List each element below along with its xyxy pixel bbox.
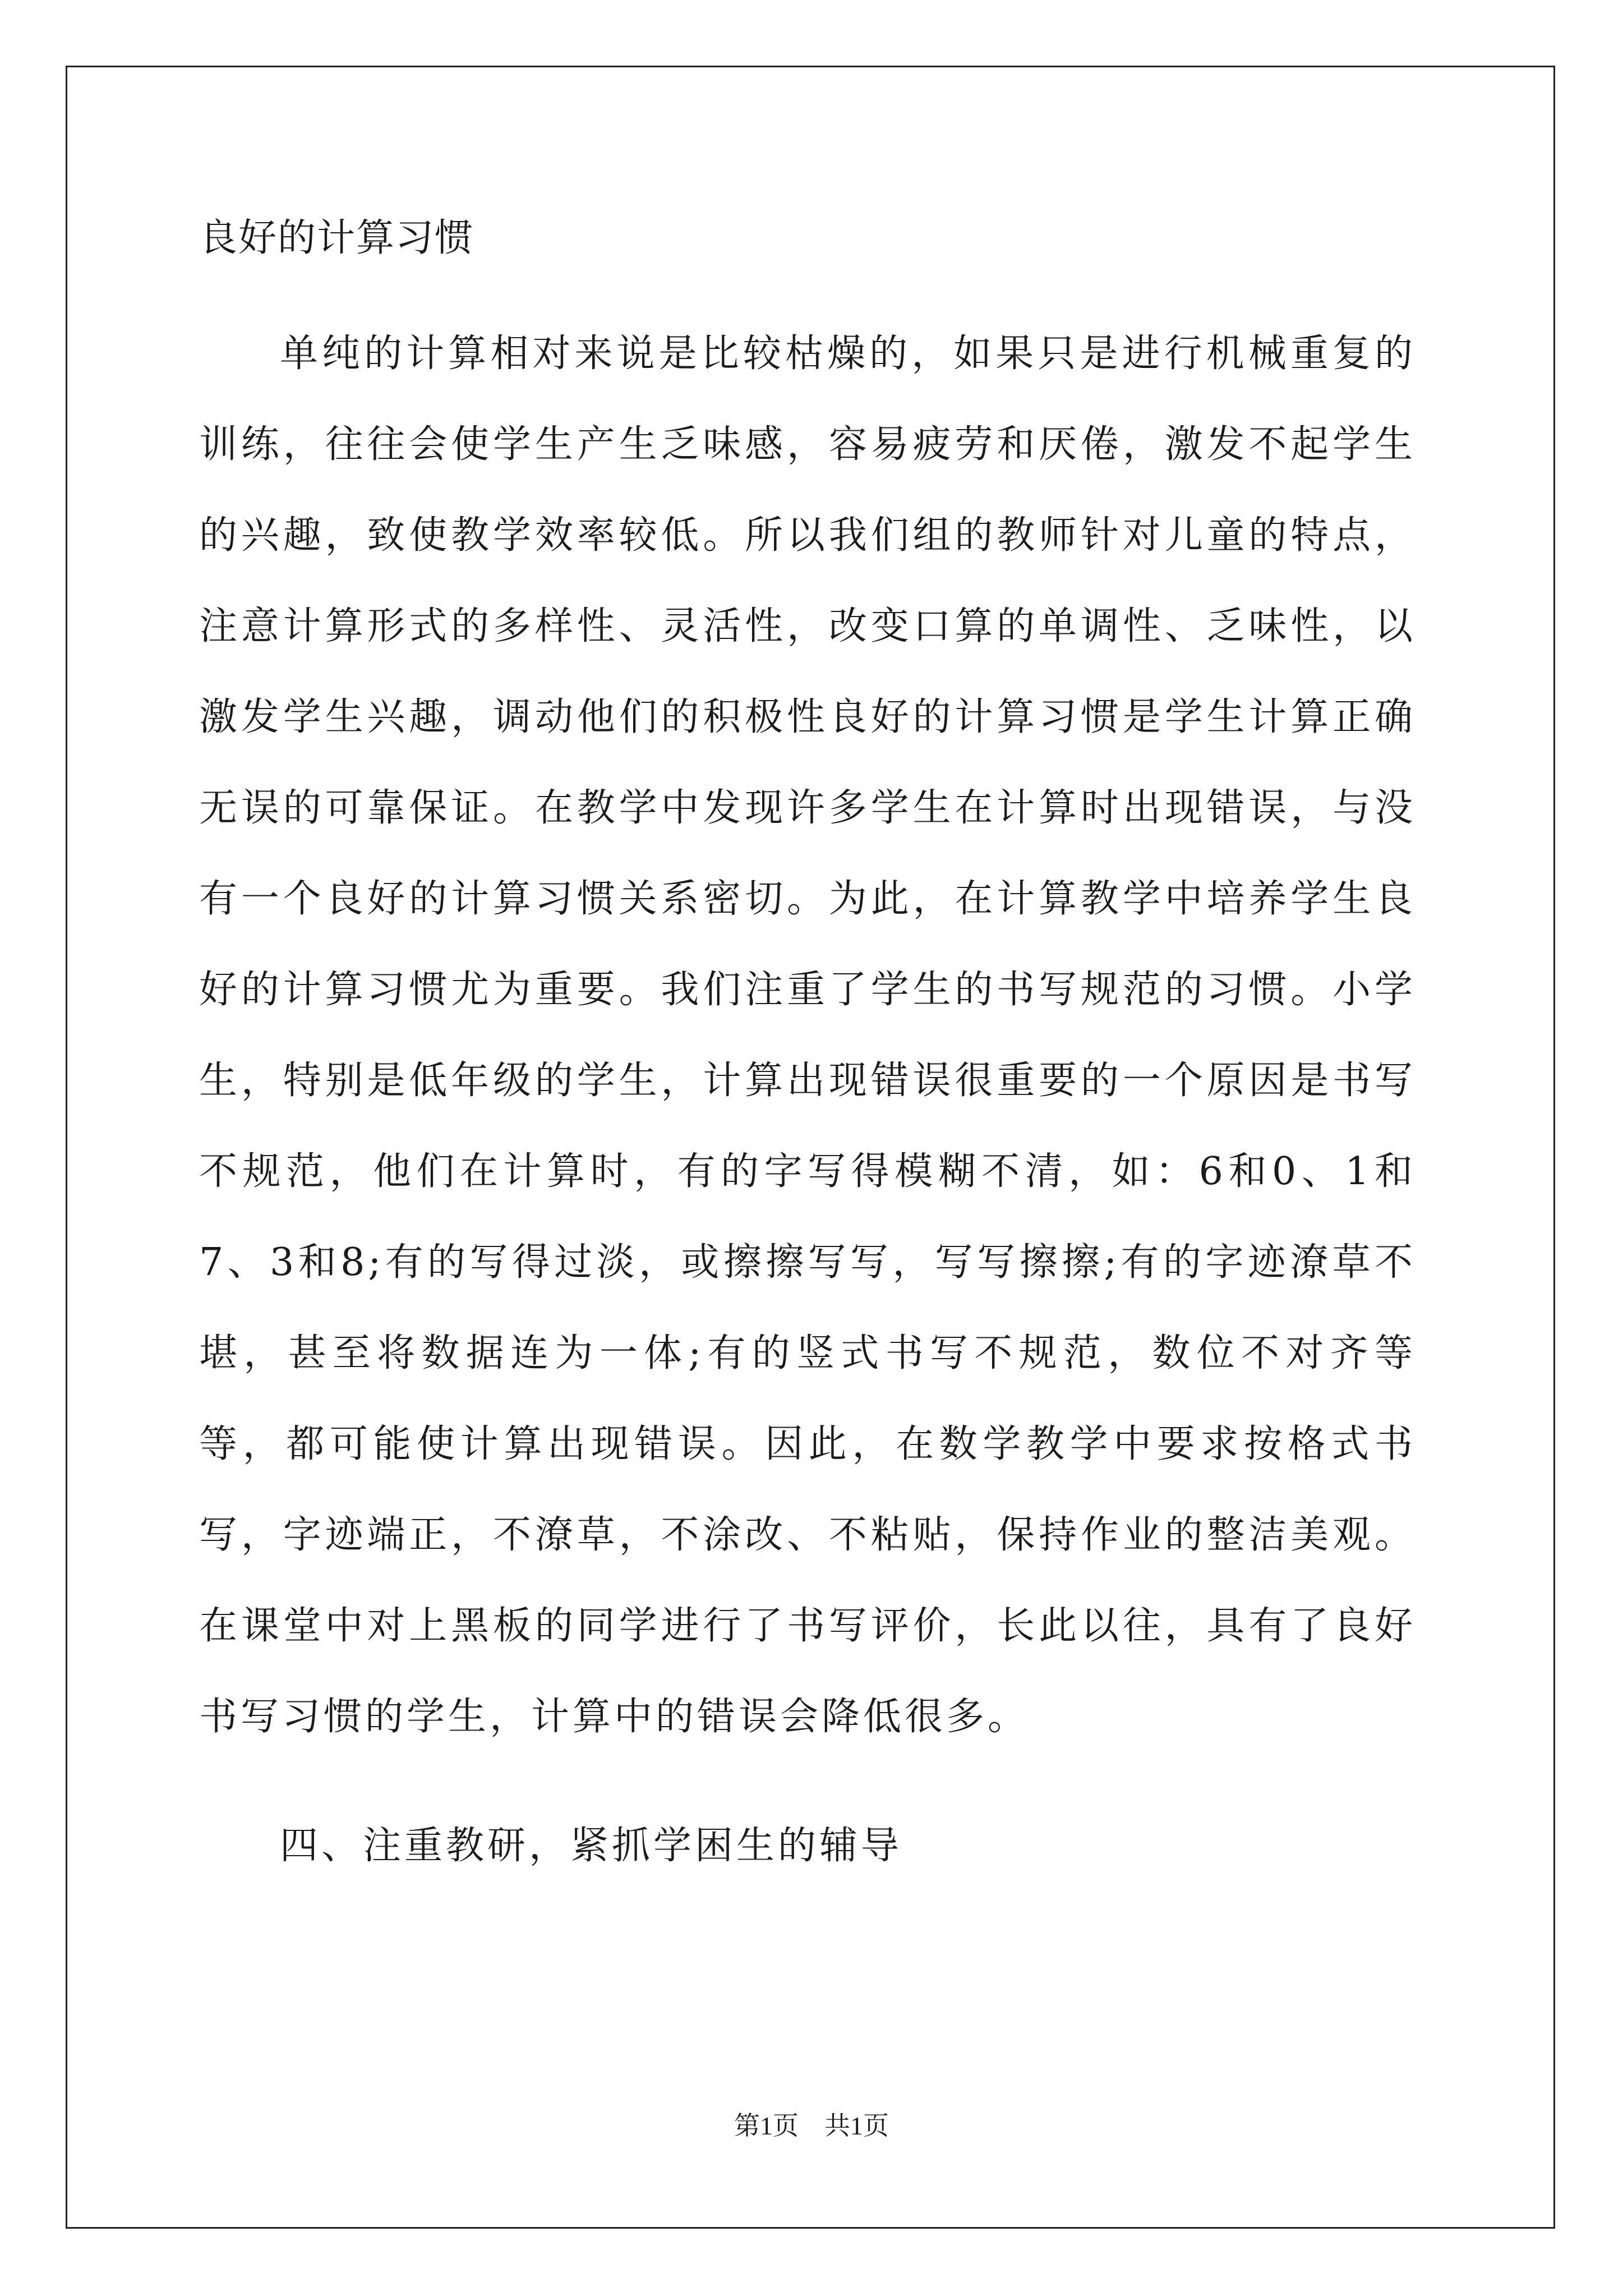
body-paragraph: 单纯的计算相对来说是比较枯燥的，如果只是进行机械重复的训练，往往会使学生产生乏味感，容易疲劳和厌倦，激发不起学生的兴趣，致使教学效率较低。所以我们组的教师针对儿童的特点，注意计算形式的多样性、灵活性，改变口算的单调性、乏味性，以激发学生兴趣，调动他们的积极性良好的计算习惯是学生计算正确无误的可靠保证。在教学中发现许多学生在计算时出现错误，与没有一个良好的计算习惯关系密切。为此，在计算教学中培养学生良好的计算习惯尤为重要。我们注重了学生的书写规范的习惯。小学生，特别是低年级的学生，计算出现错误很重要的一个原因是书写不规范，他们在计算时，有的字写得模糊不清，如：6和0、1和7、3和8;有的写得过淡，或擦擦写写，写写擦擦;有的字迹潦草不堪，甚至将数据连为一体;有的竖式书写不规范，数位不对齐等等，都可能使计算出现错误。因此，在数学教学中要求按格式书写，字迹端正，不潦草，不涂改、不粘贴，保持作业的整洁美观。在课堂中对上黑板的同学进行了书写评价，长此以往，具有了良好书写习惯的学生，计算中的错误会降低很多。 <box>199 332 1416 1739</box>
section-heading: 四、注重教研，紧抓学困生的辅导 <box>280 1824 903 1868</box>
document-heading: 良好的计算习惯 <box>199 216 474 260</box>
document-body <box>199 213 1416 1871</box>
page-footer: 第1页 共1页 <box>734 2111 889 2140</box>
